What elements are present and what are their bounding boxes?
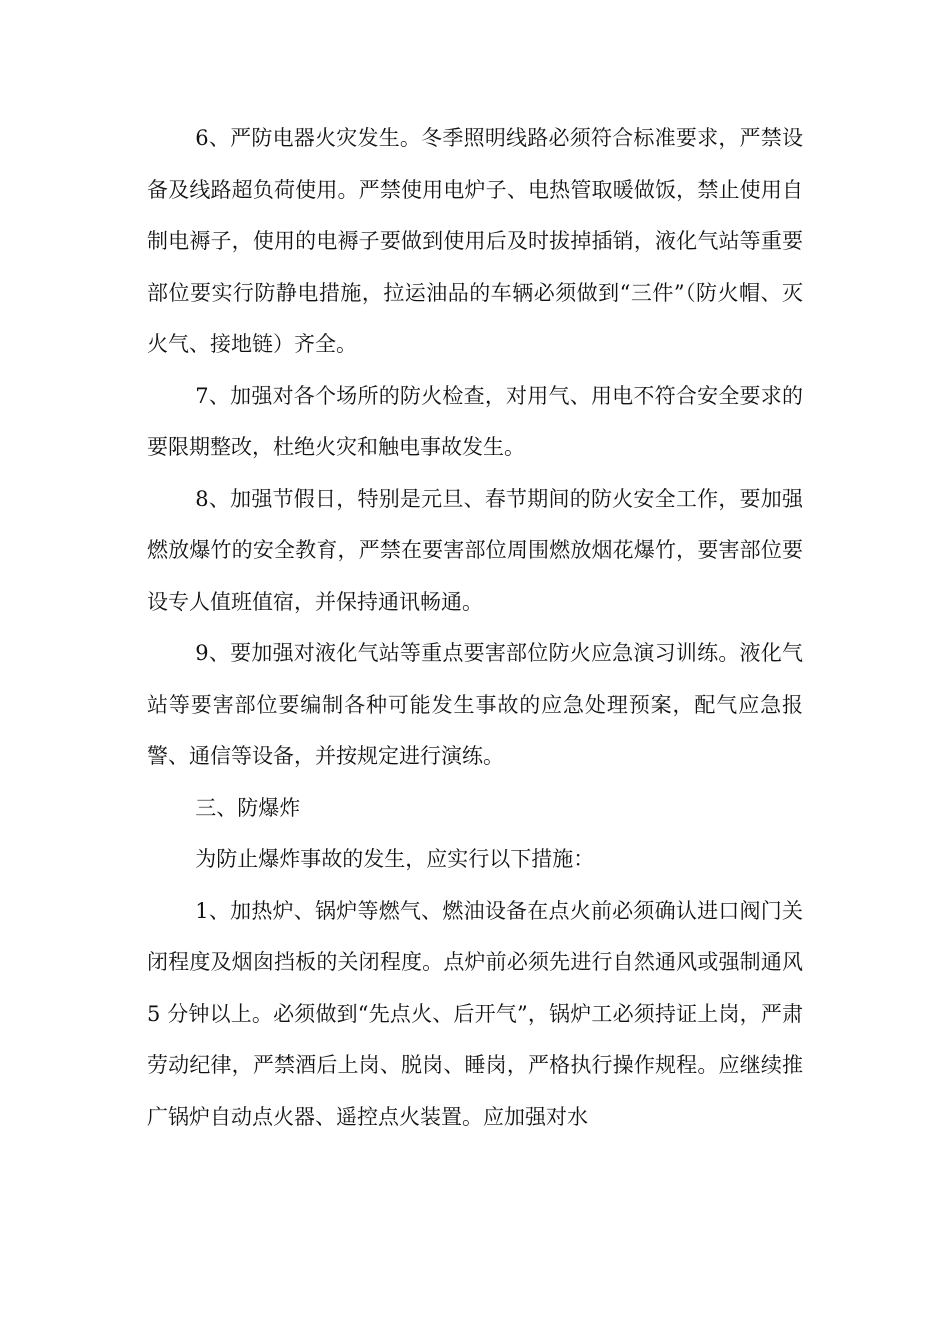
paragraph-explosion-intro: 为防止爆炸事故的发生，应实行以下措施： <box>195 847 595 871</box>
paragraph-emergency-drill: 9、要加强对液化气站等重点要害部位防火应急演习训练。液化气站等要害部位要编制各种可能发生事故的应急处理预案，配气应急报警、通信等设备，并按规定进行演练。 <box>147 641 803 768</box>
paragraph-electrical-fire: 6、严防电器火灾发生。冬季照明线路必须符合标准要求，严禁设备及线路超负荷使用。严禁使用电炉子、电热管取暖做饭，禁止使用自制电褥子，使用的电褥子要做到使用后及时拔掉插销，液化气站等重要部位要实行防静电措施，拉运油品的车辆必须做到“三件”（防火帽、灭火气、接地链）齐全。 <box>147 126 803 356</box>
paragraph-boiler-ignition: 1、加热炉、锅炉等燃气、燃油设备在点火前必须确认进口阀门关闭程度及烟囱挡板的关闭程度。点炉前必须先进行自然通风或强制通风 5 分钟以上。必须做到“先点火、后开气”，锅炉工必须持证上岗，严肃劳动纪律，严禁酒后上岗、脱岗、睡岗，严格执行操作规程。应继续推广锅炉自动点火器、遥控点火装置。应加强对水 <box>147 898 803 1129</box>
paragraph-fire-inspection: 7、加强对各个场所的防火检查，对用气、用电不符合安全要求的要限期整改，杜绝火灾和触电事故发生。 <box>147 383 803 459</box>
section-heading-explosion-prevention: 三、防爆炸 <box>195 795 301 820</box>
paragraph-holiday-safety: 8、加强节假日，特别是元旦、春节期间的防火安全工作，要加强燃放爆竹的安全教育，严禁在要害部位周围燃放烟花爆竹，要害部位要设专人值班值宿，并保持通讯畅通。 <box>147 486 803 614</box>
document-body <box>147 113 803 1143</box>
